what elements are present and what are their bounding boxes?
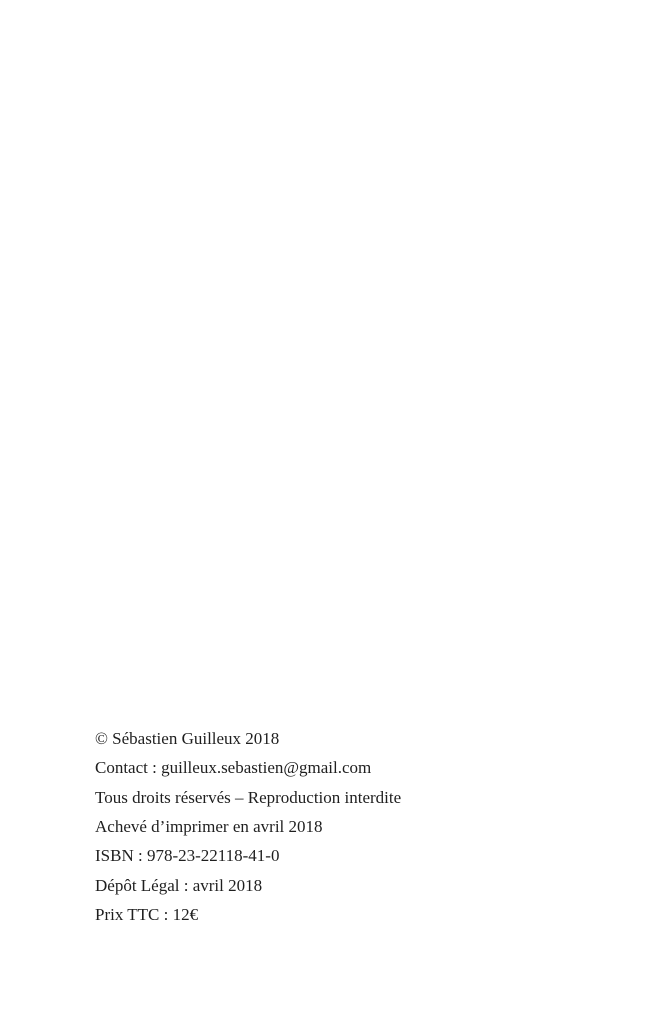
rights-notice-line: Tous droits réservés – Reproduction interdite [95, 787, 402, 807]
copyright-line: © Sébastien Guilleux 2018 [95, 729, 280, 748]
print-date-line: Achevé d’imprimer en avril 2018 [95, 816, 323, 836]
contact-email-line: Contact : guilleux.sebastien@gmail.com [95, 758, 372, 778]
isbn-line: ISBN : 978-23-22118-41-0 [95, 846, 280, 866]
colophon-block [95, 724, 401, 929]
price-line: Prix TTC : 12€ [95, 904, 199, 924]
legal-deposit-line: Dépôt Légal : avril 2018 [95, 875, 263, 895]
